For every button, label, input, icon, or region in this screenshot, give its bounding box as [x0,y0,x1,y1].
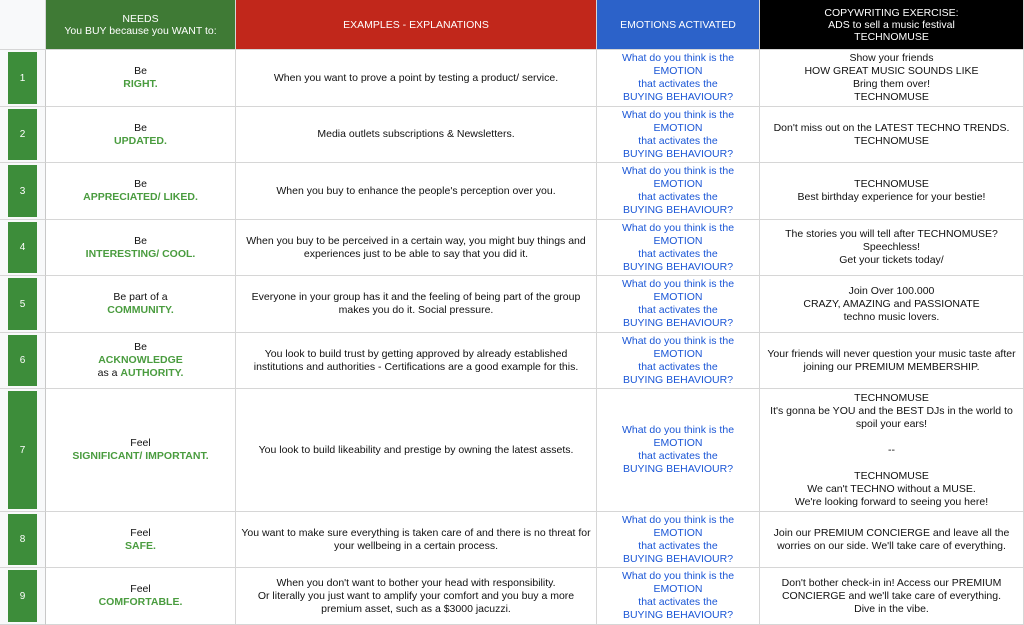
emotion-prompt-line: BUYING BEHAVIOUR? [622,147,734,160]
emotion-prompt-line: What do you think is the [621,165,735,177]
emotion-prompt-line: What do you think is the [621,334,735,347]
copy-line: Dive in the vibe. [854,602,929,615]
row-number: 7 [8,391,37,509]
copy-cell[interactable] [760,107,1024,163]
header-copywriting-line: TECHNOMUSE [854,30,929,43]
row-number-cell[interactable] [0,333,46,389]
example-line: When you buy to be perceived in a certain way, you might buy things and [246,234,586,247]
header-copywriting-line: COPYWRITING EXERCISE: [824,6,959,19]
example-line: Media outlets subscriptions & Newsletters. [317,128,515,140]
copy-cell[interactable] [760,389,1024,512]
need-prefix: Be part of a [113,291,168,303]
need-value: SIGNIFICANT/ IMPORTANT. [72,450,209,462]
copy-line: Join our PREMIUM CONCIERGE and leave all the [773,526,1010,539]
emotion-cell[interactable] [597,512,760,568]
row-number: 2 [8,109,37,160]
need-suffix-line [98,367,184,380]
emotion-prompt-line: BUYING BEHAVIOUR? [622,609,734,621]
copy-line: TECHNOMUSE [854,391,929,404]
example-line: You want to make sure everything is taken care of and there is no threat for [241,526,591,539]
emotion-prompt-line: What do you think is the [621,278,735,290]
copy-line: We're looking forward to seeing you here! [794,495,989,508]
copy-line: spoil your ears! [855,417,928,430]
copy-line: techno music lovers. [843,310,940,323]
copy-line: The stories you will tell after TECHNOMUSE? [785,228,998,240]
example-cell[interactable] [236,163,597,220]
need-cell[interactable] [46,333,236,389]
example-cell[interactable] [236,333,597,389]
row-number-cell[interactable] [0,163,46,220]
copy-line: TECHNOMUSE [854,178,929,190]
copy-line: Best birthday experience for your bestie! [797,191,986,203]
emotion-prompt-line: that activates the [638,191,718,203]
example-cell[interactable] [236,512,597,568]
need-value: UPDATED. [114,134,167,147]
header-emotions[interactable] [597,0,760,50]
row-number: 8 [8,514,37,565]
header-copywriting[interactable] [760,0,1024,50]
need-suffix: AUTHORITY. [120,367,184,379]
emotion-prompt-line: BUYING BEHAVIOUR? [622,552,734,565]
header-needs-subtitle: You BUY because you WANT to: [64,24,217,37]
need-prefix: Be [134,121,147,134]
need-prefix: Be [134,178,147,190]
need-prefix: Feel [130,583,151,595]
emotion-prompt-line: EMOTION [653,437,703,449]
example-line: institutions and authorities - Certifications are a good example for this. [253,360,579,373]
emotion-prompt-line: What do you think is the [621,52,735,64]
emotion-prompt-line: What do you think is the [621,221,735,234]
header-needs[interactable] [46,0,236,50]
need-prefix: Feel [130,526,151,539]
copy-line: worries on our side. We'll take care of everything. [777,539,1006,552]
copy-line: TECHNOMUSE [854,469,929,482]
copy-line: CRAZY, AMAZING and PASSIONATE [803,297,980,310]
example-cell[interactable] [236,568,597,625]
emotion-prompt-line: BUYING BEHAVIOUR? [622,463,734,475]
emotion-prompt-line: BUYING BEHAVIOUR? [622,373,734,386]
example-line: Everyone in your group has it and the feeling of being part of the group [251,291,581,303]
example-cell[interactable] [236,389,597,512]
example-line: You look to build trust by getting approved by already established [264,347,568,360]
example-cell[interactable] [236,276,597,333]
copy-cell[interactable] [760,512,1024,568]
copy-cell[interactable] [760,220,1024,276]
emotion-prompt-line: What do you think is the [621,424,735,436]
need-cell[interactable] [46,276,236,333]
need-prefix: Be [134,234,147,247]
need-cell[interactable] [46,107,236,163]
emotion-prompt-line: that activates the [638,539,718,552]
example-line: When you don't want to bother your head with responsibility. [276,576,556,589]
need-cell[interactable] [46,568,236,625]
emotion-cell[interactable] [597,163,760,220]
example-cell[interactable] [236,220,597,276]
copy-line: Bring them over! [852,78,931,90]
emotion-prompt-line: BUYING BEHAVIOUR? [622,91,734,103]
copy-line: It's gonna be YOU and the BEST DJs in the world to [770,404,1013,417]
emotion-prompt-line: that activates the [638,360,718,373]
need-cell[interactable] [46,163,236,220]
need-value: ACKNOWLEDGE [98,354,183,366]
example-line: makes you do it. Social pressure. [338,304,494,316]
need-cell[interactable] [46,389,236,512]
need-suffix-prefix: as a [97,367,118,379]
emotion-cell[interactable] [597,276,760,333]
copy-line: Don't miss out on the LATEST TECHNO TRENDS. [773,121,1010,134]
row-number-cell[interactable] [0,276,46,333]
row-number-cell[interactable] [0,50,46,107]
need-prefix: Feel [130,437,151,449]
row-number-cell[interactable] [0,107,46,163]
need-value: COMFORTABLE. [98,596,183,608]
copy-line: Speechless! [862,241,921,253]
emotion-prompt-line: EMOTION [653,234,703,247]
copy-line: TECHNOMUSE [854,134,929,147]
emotion-cell[interactable] [597,568,760,625]
copy-line: Join Over 100.000 [848,284,935,297]
need-value: RIGHT. [123,78,158,90]
copy-line: Your friends will never question your music taste after [767,347,1016,360]
emotion-prompt-line: that activates the [638,134,718,147]
copy-line: TECHNOMUSE [854,91,929,103]
emotion-prompt-line: EMOTION [653,178,703,190]
emotion-prompt-line: BUYING BEHAVIOUR? [622,204,734,216]
emotion-prompt-line: that activates the [638,247,718,260]
need-cell[interactable] [46,50,236,107]
need-value: INTERESTING/ COOL. [85,247,196,260]
row-number-cell[interactable] [0,512,46,568]
copy-line: We can't TECHNO without a MUSE. [807,482,976,495]
emotion-prompt-line: EMOTION [653,65,703,77]
select-all-corner[interactable] [0,0,46,50]
emotion-prompt-line: What do you think is the [621,108,735,121]
example-line: your wellbeing in a certain process. [333,539,498,552]
emotion-prompt-line: What do you think is the [621,570,735,582]
example-line: Or literally you just want to amplify your comfort and you buy a more [257,589,575,602]
emotion-prompt-line: BUYING BEHAVIOUR? [622,260,734,273]
row-number: 3 [8,165,37,217]
row-number-cell[interactable] [0,220,46,276]
example-cell[interactable] [236,50,597,107]
copy-line: HOW GREAT MUSIC SOUNDS LIKE [804,65,979,77]
emotion-prompt-line: EMOTION [653,291,703,303]
copy-cell[interactable] [760,333,1024,389]
header-examples[interactable] [236,0,597,50]
emotion-cell[interactable] [597,107,760,163]
emotion-prompt-line: EMOTION [653,526,703,539]
emotion-prompt-line: What do you think is the [621,513,735,526]
example-line: premium asset, such as a $3000 jacuzzi. [321,602,511,615]
need-cell[interactable] [46,220,236,276]
row-number: 1 [8,52,37,104]
need-prefix: Be [134,65,147,77]
row-number-cell[interactable] [0,568,46,625]
row-number: 9 [8,570,37,622]
need-prefix: Be [134,341,147,353]
copy-cell[interactable] [760,568,1024,625]
need-cell[interactable] [46,512,236,568]
copy-line: joining our PREMIUM MEMBERSHIP. [803,360,980,373]
header-copywriting-line: ADS to sell a music festival [828,18,955,31]
need-value: SAFE. [125,539,156,552]
copy-line: -- [888,443,895,456]
emotion-cell[interactable] [597,220,760,276]
emotion-prompt-line: that activates the [638,596,718,608]
example-line: When you want to prove a point by testing a product/ service. [273,71,559,84]
example-line: experiences just to be able to say that you did it. [303,247,529,260]
copy-line: Get your tickets today/ [839,254,944,266]
emotion-prompt-line: EMOTION [653,583,703,595]
row-number: 5 [8,278,37,330]
emotion-cell[interactable] [597,333,760,389]
copy-cell[interactable] [760,50,1024,107]
emotion-prompt-line: BUYING BEHAVIOUR? [622,317,734,329]
emotion-prompt-line: EMOTION [653,347,703,360]
example-line: When you buy to enhance the people's perception over you. [276,184,556,197]
emotion-prompt-line: that activates the [638,450,718,462]
row-number: 4 [8,222,37,273]
copy-line: Show your friends [849,52,934,64]
emotion-cell[interactable] [597,389,760,512]
example-cell[interactable] [236,107,597,163]
copy-cell[interactable] [760,276,1024,333]
copy-line: Don't bother check-in in! Access our PREMIUM [781,576,1002,589]
header-emotions-title: EMOTIONS ACTIVATED [620,18,736,31]
copy-cell[interactable] [760,163,1024,220]
need-value: COMMUNITY. [107,304,174,316]
header-needs-title: NEEDS [122,12,159,25]
copy-line: CONCIERGE and we'll take care of everything. [781,589,1002,602]
row-number-cell[interactable] [0,389,46,512]
emotion-cell[interactable] [597,50,760,107]
emotion-prompt-line: that activates the [638,304,718,316]
example-line: You look to build likeability and prestige by owning the latest assets. [258,443,574,456]
emotion-prompt-line: EMOTION [653,121,703,134]
emotion-prompt-line: that activates the [638,78,718,90]
header-examples-title: EXAMPLES - EXPLANATIONS [343,18,489,31]
need-value: APPRECIATED/ LIKED. [83,191,198,203]
row-number: 6 [8,335,37,386]
